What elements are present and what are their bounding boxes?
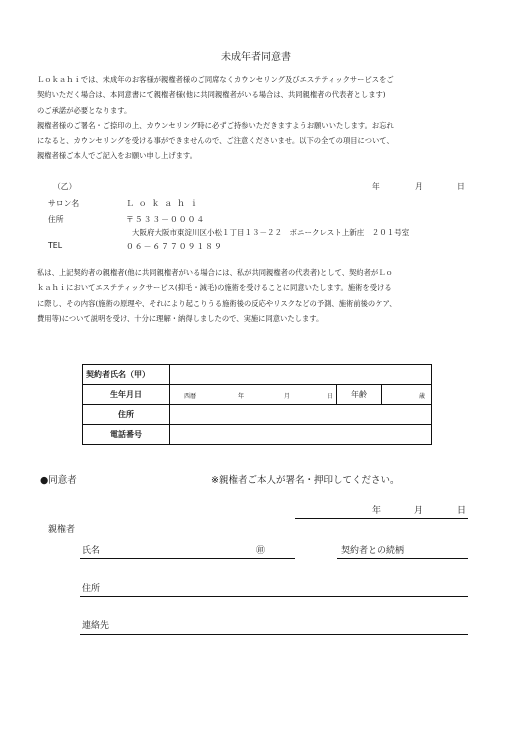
intro-line: 親権者様のご署名・ご捺印の上、カウンセリング時に必ずご持参いただきますようお願いいたします。お忘れ — [37, 120, 394, 130]
guardian-name-line[interactable] — [80, 558, 295, 559]
contractor-phone-field[interactable] — [170, 425, 432, 445]
table-row — [83, 365, 432, 385]
tel-number: ０６－６７７０９１８９ — [126, 242, 223, 251]
age-field[interactable] — [382, 385, 432, 405]
party-b-label: （乙） — [53, 182, 77, 191]
consent-line: に際し、その内容(施術の原理や、それにより起こりうる施術後の反応やリスクなどの予測、施術前後のケア、 — [37, 298, 397, 308]
intro-line: 親権者様ご本人でご記入をお願い申し上げます。 — [37, 151, 197, 161]
dob-era: 西暦 — [184, 393, 197, 400]
tel-label: TEL — [48, 241, 63, 250]
guardian-contact-line[interactable] — [80, 634, 468, 635]
contractor-name-field[interactable] — [170, 365, 432, 385]
intro-line: Ｌｏｋａｈｉでは、未成年のお客様が親権者様のご同席なくカウンセリング及びエステティックサービスをご — [37, 75, 394, 84]
guardian-name-label: 氏名 — [82, 546, 101, 556]
consent-line: 費用等)について説明を受け、十分に理解・納得しましたので、実施に同意いたします。 — [37, 313, 324, 323]
guardian-address-line[interactable] — [80, 596, 468, 597]
salon-address: 大阪府大阪市東淀川区小松１丁目１３－２２ ボニークレスト上新庄 ２０１号室 — [132, 228, 410, 237]
date-month: 月 — [415, 182, 423, 191]
consent-line: 私は、上記契約者の親権者(他に共同親権者がいる場合には、私が共同親権者の代表者)として、契約者がＬｏ — [37, 268, 393, 277]
document-title: 未成年者同意書 — [221, 52, 291, 63]
date-day: 日 — [457, 182, 465, 191]
age-unit: 歳 — [418, 393, 425, 400]
postal-code: 〒５３３－０００４ — [126, 215, 206, 224]
dob-month: 月 — [284, 393, 291, 400]
guardian-role-label: 親権者 — [48, 525, 76, 535]
date-year: 年 — [372, 182, 380, 191]
intro-line: になると、カウンセリングを受ける事ができませんので、ご注意くださいませ。以下の全ての項目について、 — [37, 136, 394, 146]
dob-day: 日 — [327, 393, 334, 400]
intro-line: のご承諾が必要となります。 — [37, 105, 132, 115]
salon-name: Ｌｏｋａｈｉ — [126, 199, 203, 208]
table-row — [83, 385, 432, 405]
relation-line[interactable] — [337, 558, 468, 559]
consent-paragraph — [37, 265, 477, 326]
guardian-contact-label: 連絡先 — [82, 621, 110, 631]
relation-label: 契約者との続柄 — [341, 546, 405, 556]
age-label: 年齢 — [337, 385, 382, 405]
contractor-address-field[interactable] — [170, 405, 432, 425]
address-label: 住所 — [48, 215, 64, 224]
intro-paragraph — [37, 72, 477, 164]
contractor-address-label: 住所 — [83, 405, 170, 425]
table-row — [83, 405, 432, 425]
salon-name-label: サロン名 — [48, 199, 80, 208]
sign-date-year: 年 — [372, 506, 382, 516]
dob-field[interactable] — [170, 385, 337, 405]
contractor-name-label: 契約者氏名（甲） — [83, 365, 170, 385]
sign-date-month: 月 — [414, 506, 424, 516]
intro-line: 契約いただく場合は、本同意書にて親権者様(他に共同親権者がいる場合は、共同親権者の代表者とします) — [37, 90, 386, 100]
table-row — [83, 425, 432, 445]
sign-date-day: 日 — [457, 506, 467, 516]
contractor-table — [82, 364, 432, 445]
dob-year: 年 — [238, 393, 245, 400]
consenter-section-label: ●同意者 — [40, 475, 77, 486]
contractor-phone-label: 電話番号 — [83, 425, 170, 445]
consent-line: ｋａｈｉにおいてエステティックサービス(抑毛・減毛)の施術を受けることに同意いたします。施術を受ける — [37, 283, 392, 293]
dob-label: 生年月日 — [83, 385, 170, 405]
guardian-instruction: ※親権者ご本人が署名・押印してください。 — [211, 475, 400, 486]
guardian-address-label: 住所 — [82, 584, 101, 594]
sign-date-line — [295, 518, 468, 519]
seal-mark: ㊞ — [256, 546, 266, 556]
